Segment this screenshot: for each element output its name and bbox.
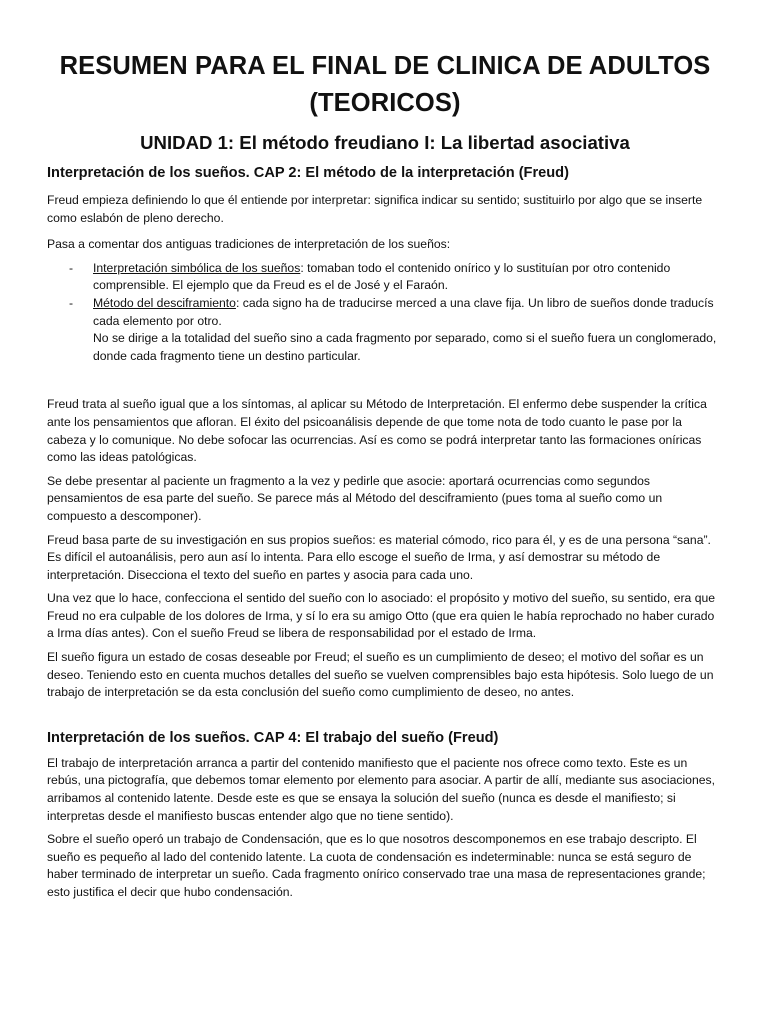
paragraph: Freud empieza definiendo lo que él entiende por interpretar: significa indicar su sentido; sustituirlo por algo que se inserte como eslabón de pleno derecho. (47, 193, 703, 225)
paragraph: Pasa a comentar dos antiguas tradiciones de interpretación de los sueños: (47, 237, 451, 252)
paragraph: Freud trata al sueño igual que a los síntomas, al aplicar su Método de Interpretación. El enfermo debe suspender la crítica ante los pensamientos que afloran. El éxito del psicoanálisis depende de que tome nota de todo cuanto le pase por la cabeza y lo comunique. No debe sofocar las ocurrencias. Así es como se podrá interpretar tanto las formaciones oníricas como las ideas patológicas. (47, 397, 707, 465)
bullet-term: Interpretación simbólica de los sueños (93, 260, 301, 275)
paragraph: Una vez que lo hace, confecciona el sentido del sueño con lo asociado: el propósito y motivo del sueño, su sentido, era que Freud no era culpable de los dolores de Irma, y sí lo era su amigo Otto (que era quien le había reprochado no haber curado a Irma días antes). Con el sueño Freud se libera de responsabilidad por el estado de Irma. (47, 591, 716, 641)
list-item (47, 295, 723, 365)
list-item (47, 260, 723, 295)
section-heading-cap4: Interpretación de los sueños. CAP 4: El trabajo del sueño (Freud) (47, 729, 499, 746)
bullet-extra-text: No se dirige a la totalidad del sueño sino a cada fragmento por separado, como si el sueño fuera un conglomerado, donde cada fragmento tiene un destino particular. (93, 331, 717, 363)
section-heading-cap2: Interpretación de los sueños. CAP 2: El método de la interpretación (Freud) (47, 165, 569, 181)
paragraph: Se debe presentar al paciente un fragmento a la vez y pedirle que asocie: aportará ocurrencias como segundos pensamientos de esa parte del sueño. Se parece más al Método del desciframiento (pues toma al sueño como un compuesto a descomponer). (47, 473, 663, 523)
document-page (47, 48, 723, 902)
bullet-text: : tomaban todo el contenido onírico y lo sustituían por otro contenido comprensible. El ejemplo que da Freud es el de José y el Faraón. (93, 260, 671, 293)
paragraph: Freud basa parte de su investigación en sus propios sueños: es material cómodo, rico para él, y es de una persona “sana”. Es difícil el autoanálisis, pero aun así lo intenta. Para ello escoge el sueño de Irma, y así demostrar su método de interpretación. Disecciona el texto del sueño en partes y asocia para cada uno. (47, 532, 711, 582)
paragraph: El sueño figura un estado de cosas deseable por Freud; el sueño es un cumplimiento de deseo; el motivo del soñar es un deseo. Teniendo esto en cuenta muchos detalles del sueño se vuelven comprensibles bajo esta hipótesis. Solo luego de un trabajo de interpretación se da esta conclusión del sueño como cumplimiento de deseo, no antes. (47, 650, 714, 700)
paragraph: El trabajo de interpretación arranca a partir del contenido manifiesto que el paciente nos ofrece como texto. Este es un rebús, una pictografía, que debemos tomar elemento por elemento para asociar. A partir de allí, mediante sus asociaciones, arribamos al contenido latente. Desde este es que se ensaya la solución del sueño (nunca es desde el manifiesto; si interpretas desde el manifiesto buscas entender algo que no tiene sentido). (47, 755, 715, 823)
bullet-text: : cada signo ha de traducirse merced a una clave fija. Un libro de sueños donde traducís cada elemento por otro. (93, 295, 714, 328)
paragraph: Sobre el sueño operó un trabajo de Condensación, que es lo que nosotros descomponemos en ese trabajo descripto. El sueño es pequeño al lado del contenido latente. La cuota de condensación es indeterminable: nunca se está seguro de haber terminado de interpretar un sueño. Cada fragmento onírico conservado trae una masa de representaciones grande; esto justifica el decir que hubo condensación. (47, 832, 706, 899)
bullet-dash: - (69, 260, 74, 275)
document-title: RESUMEN PARA EL FINAL DE CLINICA DE ADULTOS (TEORICOS) (59, 52, 711, 117)
bullet-term: Método del desciframiento (93, 295, 236, 310)
bullet-dash: - (69, 295, 74, 310)
unit-heading: UNIDAD 1: El método freudiano I: La libertad asociativa (140, 132, 630, 153)
bullet-list (47, 260, 723, 366)
